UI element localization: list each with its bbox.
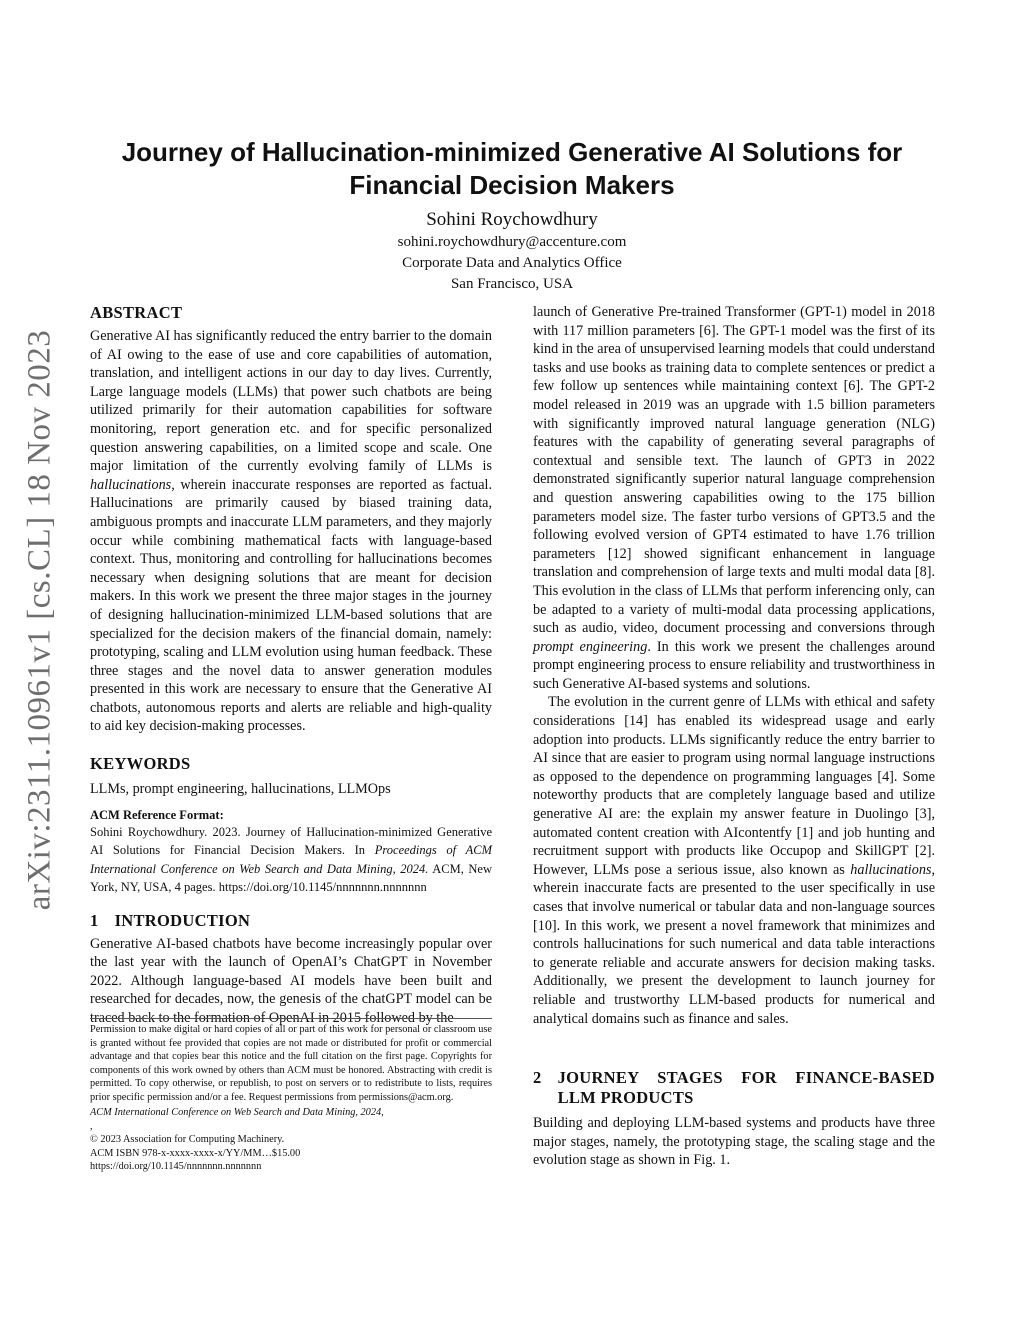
abstract-emphasis: hallucinations [90,476,172,493]
abstract-text [90,327,492,736]
right-column [533,303,935,1170]
footnote [90,1018,492,1174]
intro-p1-emphasis: prompt engineering [533,638,648,655]
intro-p1-part: launch of Generative Pre-trained Transformer (GPT-1) model in 2018 with 117 million parameters [6]. The GPT-1 model was the first of its kind in the area of unsupervised learning models that could understand tasks and use books as training data to complete sentences or predict a few follow up sentences while maintaining context [6]. The GPT-2 model released in 2019 was an upgrade with 1.5 billion parameters with significantly improved natural language generation (NLG) features with the capability of generating several paragraphs of contextual and sensible text. The launch of GPT3 in 2022 demonstrated significantly superior natural language comprehension and question answering capabilities owing to the 175 billion parameters model size. The faster turbo versions of GPT3.5 and the following evolved version of GPT4 estimated to have 1.76 trillion parameters [12] showed significant enhancement in language translation and comprehension of large texts and multi modal data [8]. This evolution in the class of LLMs that perform inferencing only, can be adapted to a variety of multi-modal data processing applications, such as audio, video, document processing and conversions through [533,304,935,637]
footnote-conference-name: ACM International Conference on Web Search and Data Mining, 2024, [90,1107,384,1118]
intro-p2-part: The evolution in the current genre of LLMs with ethical and safety considerations [14] has enabled its widespread usage and early adoption into products. LLMs significantly reduce the entry barrier to AI since that are easier to program using normal language instructions as opposed to the dependence on programming languages [4]. Some noteworthy products that are completely language based and utilize generative AI are: the explain my answer feature in Duolingo [3], automated content creation with AIcontentfy [1] and job hunting and recruitment support with products like Occupop and SkillGPT [2]. However, LLMs pose a serious issue, also known as [533,694,935,878]
author-name: Sohini Roychowdhury [426,209,598,230]
footnote-copyright: © 2023 Association for Computing Machinery. [90,1134,285,1145]
intro-continued-p1 [533,303,935,693]
acm-ref-part: Sohini Roychowdhury. 2023. Journey of Hallucination-minimized Generative AI Solutions for Financial Decision Makers. In [90,824,492,858]
section2-text: Building and deploying LLM-based systems and products have three major stages, namely, the prototyping stage, the scaling stage and the evolution stage as shown in Fig. 1. [533,1115,935,1169]
intro-p1-part: . In this work we present the challenges around prompt engineering process to ensure reliability and trustworthiness in such Generative AI-based systems and solutions. [533,638,936,692]
acm-ref-heading: ACM Reference Format: [90,807,224,822]
author-affiliation: Corporate Data and Analytics Office [402,255,622,271]
intro-continued-p2 [533,693,935,1028]
acm-ref-part: ACM, New York, NY, USA, 4 pages. https://doi.org/10.1145/nnnnnnn.nnnnnnn [90,861,492,895]
intro-title: INTRODUCTION [114,910,251,930]
abstract-heading: ABSTRACT [90,303,183,322]
author-email: sohini.roychowdhury@accenture.com [397,234,627,250]
section2 [533,1068,935,1170]
arxiv-identifier: arXiv:2311.10961v1 [cs.CL] 18 Nov 2023 [21,329,58,911]
intro-p2-part: , wherein inaccurate facts are presented to the user specifically in use cases that involve numerical or tabular data and non-language sources [10]. In this work, we present a novel framework that minimizes and controls hallucinations for such numerical and data table interactions to generate reliable and accurate answers for decision making tasks. Additionally, we present the development to launch journey for reliable and trustworthy LLM-based products for numerical and analytical domains such as finance and sales. [533,861,935,1027]
keywords-heading: KEYWORDS [90,754,191,774]
footnote-conference [90,1106,492,1120]
footnote-isbn: ACM ISBN 978-x-xxxx-xxxx-x/YY/MM…$15.00 [90,1147,301,1159]
intro-heading [90,911,492,931]
footnote-doi: https://doi.org/10.1145/nnnnnnn.nnnnnnn [90,1161,262,1172]
footnote-comma: , [90,1120,93,1132]
left-column [90,303,492,1028]
intro-p2-emphasis: hallucinations [850,861,932,878]
acm-ref-emphasis: Proceedings of ACM International Conference on Web Search and Data Mining, 2024. [90,843,492,876]
section2-number: 2 [533,1068,542,1088]
acm-ref-text [90,823,492,897]
keywords-text: LLMs, prompt engineering, hallucinations, LLMOps [90,781,391,798]
abstract-text-part: , wherein inaccurate responses are reported as factual. Hallucinations are primarily caused by biased training data, ambiguous prompts and inaccurate LLM parameters, and they majorly occur while combining mathematical facts with language-based context. Thus, monitoring and controlling for hallucinations becomes necessary when designing solutions that are meant for decision makers. In this work we present the three major stages in the journey of designing hallucination-minimized LLM-based solutions that are specialized for the decision makers of the financial domain, namely: prototyping, scaling and LLM evolution using human feedback. These three stages and the novel data to answer generation modules presented in this work are necessary to ensure that the Generative AI chatbots, autonomous reports and alerts are reliable and high-quality to aid key decision-making processes. [90,476,492,735]
author-location: San Francisco, USA [450,276,574,292]
intro-number: 1 [90,910,99,930]
section2-title: JOURNEY STAGES FOR FINANCE-BASED LLM PRODUCTS [557,1068,935,1108]
author-block [212,208,812,295]
paper-title: Journey of Hallucination-minimized Generative AI Solutions for Financial Decision Makers [121,137,903,200]
abstract-text-part: Generative AI has significantly reduced the entry barrier to the domain of AI owing to the ease of use and core capabilities of automation, translation, and intelligent actions in our day to day lives. Currently, Large language models (LLMs) that power such chatbots are being utilized primarily for their automation capabilities for software monitoring, report generation etc. and for specific personalized question answering capabilities, on a limited scope and scale. One major limitation of the currently evolving family of LLMs is [90,328,492,475]
intro-text: Generative AI-based chatbots have become increasingly popular over the last year with the launch of OpenAI’s ChatGPT in November 2022. Although language-based AI models have been built and researched for decades, now, the genesis of the chatGPT model can be traced back to the formation of OpenAI in 2015 followed by the [90,935,492,1027]
section2-heading [533,1068,935,1108]
footnote-permission: Permission to make digital or hard copies of all or part of this work for personal or classroom use is granted without fee provided that copies are not made or distributed for profit or commercial advantage and that copies bear this notice and the full citation on the first page. Copyrights for components of this work owned by others than ACM must be honored. Abstracting with credit is permitted. To copy otherwise, or republish, to post on servers or to redistribute to lists, requires prior specific permission and/or a fee. Request permissions from permissions@acm.org. [90,1024,492,1103]
